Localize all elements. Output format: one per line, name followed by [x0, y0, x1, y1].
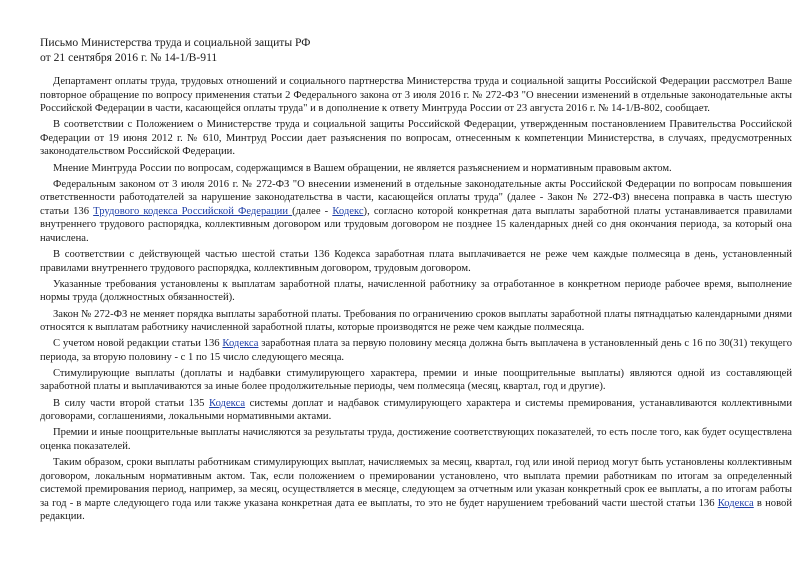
paragraph-text: В соответствии с действующей частью шестой статьи 136 Кодекса заработная плата выплачивается не реже чем каждые полмесяца в день, установленный правилами внутреннего трудового распорядка, коллективным договором, трудовым договором. — [40, 249, 792, 274]
paragraph-text: Закон № 272-ФЗ не меняет порядка выплаты заработной платы. Требования по ограничению сроков выплаты заработной платы пятнадцатью календарными днями относятся к выплатам работнику начисленной заработной платы, которые производятся не реже чем каждые полмесяца. — [40, 308, 792, 334]
document-title — [40, 36, 792, 65]
title-line-2: от 21 сентября 2016 г. № 14-1/В-911 — [40, 50, 218, 64]
paragraph-text: Федеральным законом от 3 июля 2016 г. № 272-ФЗ "О внесении изменений в отдельные законодательные акты Российской Федерации по вопросам повышения ответственности работодателей за нарушение законодательства в части, касающейся оплаты труда" (далее - Закон № 272-ФЗ) внесена поправка в часть шестую статьи 136 — [40, 178, 792, 217]
paragraph — [40, 162, 792, 176]
document-link[interactable]: Кодекса — [222, 338, 259, 350]
paragraph-text: в новой редакции. — [40, 497, 792, 523]
document-page — [40, 36, 792, 526]
paragraph-text: заработная плата за первую половину месяца должна быть выплачена в установленный день с 16 по 30(31) текущего периода, за вторую половину - с 1 по 15 число следующего месяца. — [40, 338, 792, 363]
paragraph — [40, 75, 792, 116]
paragraph-text: ), согласно которой конкретная дата выплаты заработной платы устанавливается правилами внутреннего трудового распорядка, коллективным договором или трудовым договором не позднее 15 календарных дней со дня окончания периода, за который она начислена. — [40, 205, 792, 245]
paragraph-text: (далее - — [292, 205, 333, 217]
paragraph — [40, 178, 792, 246]
document-link[interactable]: Трудового кодекса Российской Федерации — [93, 205, 293, 217]
paragraph — [40, 308, 792, 335]
paragraph-text: В силу части второй статьи 135 — [53, 397, 210, 409]
paragraph — [40, 118, 792, 159]
paragraph-text: Стимулирующие выплаты (доплаты и надбавки стимулирующего характера, премии и иные поощрительные выплаты) являются одной из составляющей заработной платы и выплачиваются за иные более продолжительные периоды, чем полмесяца (месяц, квартал, год и другие). — [40, 367, 792, 393]
paragraph — [40, 426, 792, 453]
paragraph — [40, 456, 792, 524]
document-link[interactable]: Кодекс — [332, 205, 364, 217]
paragraph-text: Премии и иные поощрительные выплаты начисляются за результаты труда, достижение соответствующих показателей, то есть после того, как будет осуществлена оценка показателей. — [40, 427, 792, 452]
paragraph-text: В соответствии с Положением о Министерстве труда и социальной защиты Российской Федерации, утвержденным постановлением Правительства Российской Федерации от 19 июня 2012 г. № 610, Минтруд России дает разъяснения по вопросам, отнесенным к компетенции Министерства, в случаях, предусмотренных законодательством Российской Федерации. — [40, 119, 792, 158]
paragraph-text: С учетом новой редакции статьи 136 — [53, 338, 223, 350]
document-link[interactable]: Кодекса — [209, 397, 246, 409]
paragraph-text: системы доплат и надбавок стимулирующего характера и системы премирования, устанавливаются коллективными договорами, соглашениями, локальными нормативными актами. — [40, 397, 792, 423]
paragraph — [40, 367, 792, 394]
paragraph-text: Департамент оплаты труда, трудовых отношений и социального партнерства Министерства труда и социальной защиты Российской Федерации рассмотрел Ваше повторное обращение по вопросу применения статьи 2 Федерального закона от 3 июля 2016 г. № 272-ФЗ "О внесении изменений в отдельные законодательные акты Российской Федерации в части, касающейся оплаты труда" и в дополнение к ответу Минтруда России от 23 августа 2016 г. № 14-1/В-802, сообщает. — [40, 76, 792, 115]
paragraph — [40, 248, 792, 275]
paragraph-text: Таким образом, сроки выплаты работникам стимулирующих выплат, начисляемых за месяц, квартал, год или иной период могут быть установлены коллективным договором, локальным нормативным актом. Так, если положением о премировании установлено, что выплата премии работникам по итогам за определенный системой премирования период, например, за месяц, осуществляется в месяце, следующем за отчетным или указан конкретный срок ее выплаты, а по итогам работы за год - в марте следующего года или также указана конкретная дата ее выплаты, то это не будет нарушением требований части шестой статьи 136 — [40, 456, 792, 509]
paragraph — [40, 337, 792, 364]
document-link[interactable]: Кодекса — [717, 497, 754, 509]
paragraph-text: Мнение Минтруда России по вопросам, содержащимся в Вашем обращении, не является разъяснением и нормативным правовым актом. — [53, 162, 672, 174]
paragraph — [40, 278, 792, 305]
paragraph-text: Указанные требования установлены к выплатам заработной платы, начисленной работнику за отработанное в конкретном периоде рабочее время, выполнение нормы труда (должностных обязанностей). — [40, 278, 792, 304]
title-line-1: Письмо Министерства труда и социальной защиты РФ — [40, 36, 311, 49]
paragraph — [40, 397, 792, 424]
document-body — [40, 75, 792, 524]
